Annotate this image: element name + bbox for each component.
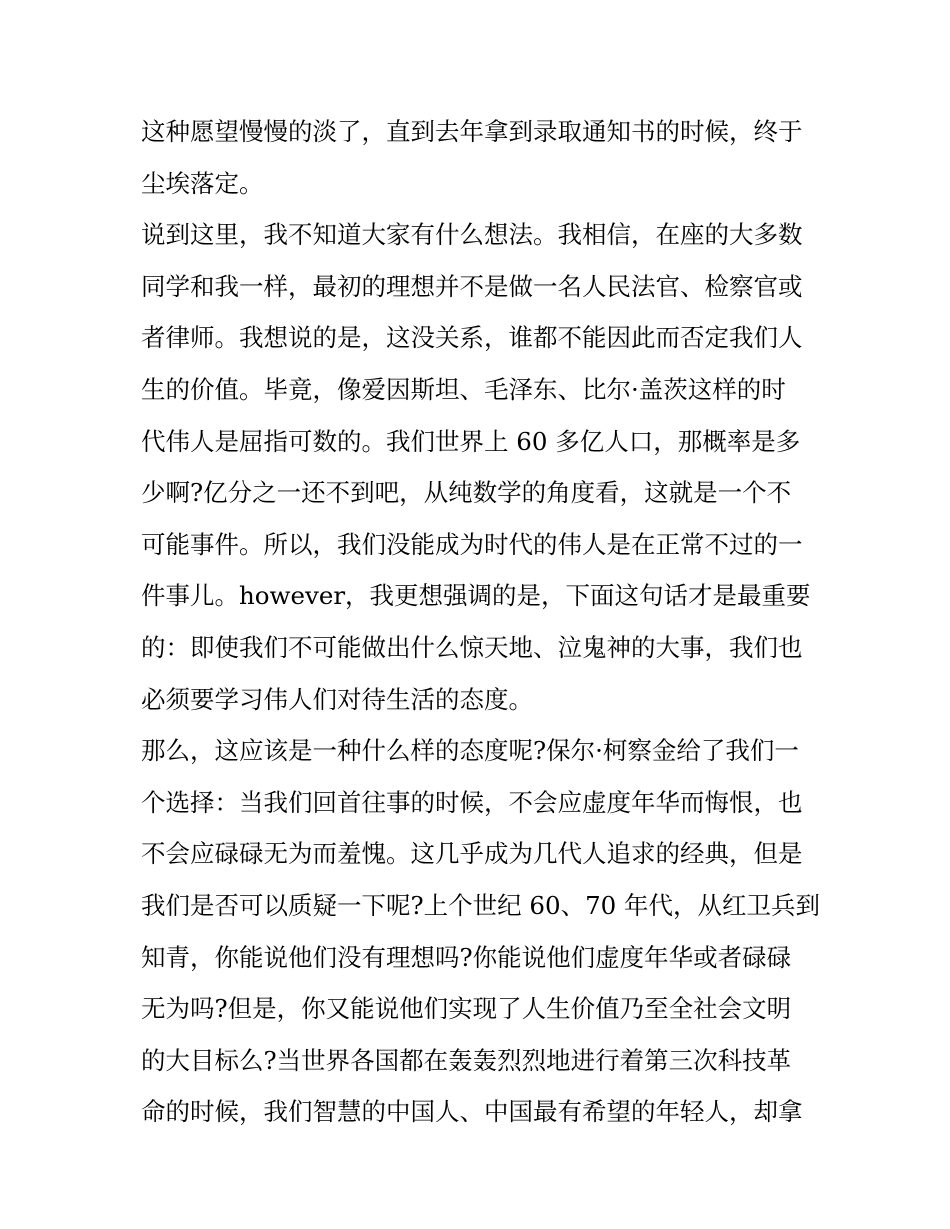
text-line: 无为吗?但是，你又能说他们实现了人生价值乃至全社会文明 [141, 994, 792, 1024]
text-line: 尘埃落定。 [141, 168, 264, 198]
text-line: 这种愿望慢慢的淡了，直到去年拿到录取通知书的时候，终于 [141, 117, 803, 146]
text-line: 的大目标么?当世界各国都在轰轰烈烈地进行着第三次科技革 [141, 1045, 792, 1075]
text-line: 代伟人是屈指可数的。我们世界上 60 多亿人口，那概率是多 [141, 426, 801, 456]
text-line: 少啊?亿分之一还不到吧，从纯数学的角度看，这就是一个不 [141, 478, 792, 508]
body-text [141, 106, 821, 1138]
text-line: 知青，你能说他们没有理想吗?你能说他们虚度年华或者碌碌 [141, 942, 792, 972]
text-line: 说到这里，我不知道大家有什么想法。我相信，在座的大多数 [141, 220, 803, 250]
text-line: 件事儿。however，我更想强调的是，下面这句话才是最重要 [141, 581, 811, 611]
text-line: 那么，这应该是一种什么样的态度呢?保尔·柯察金给了我们一 [141, 736, 799, 766]
text-line: 命的时候，我们智慧的中国人、中国最有希望的年轻人，却拿 [141, 1097, 803, 1127]
text-line: 同学和我一样，最初的理想并不是做一名人民法官、检察官或 [141, 271, 803, 301]
text-line: 生的价值。毕竟，像爱因斯坦、毛泽东、比尔·盖茨这样的时 [141, 374, 786, 404]
text-line: 必须要学习伟人们对待生活的态度。 [141, 684, 533, 714]
text-line: 的：即使我们不可能做出什么惊天地、泣鬼神的大事，我们也 [141, 632, 803, 662]
text-line: 者律师。我想说的是，这没关系，谁都不能因此而否定我们人 [141, 323, 803, 353]
text-line: 不会应碌碌无为而羞愧。这几乎成为几代人追求的经典，但是 [141, 839, 803, 869]
text-line: 我们是否可以质疑一下呢?上个世纪 60、70 年代，从红卫兵到 [141, 890, 821, 920]
text-line: 个选择：当我们回首往事的时候，不会应虚度年华而悔恨，也 [141, 787, 803, 817]
text-line: 可能事件。所以，我们没能成为时代的伟人是在正常不过的一 [141, 529, 803, 559]
